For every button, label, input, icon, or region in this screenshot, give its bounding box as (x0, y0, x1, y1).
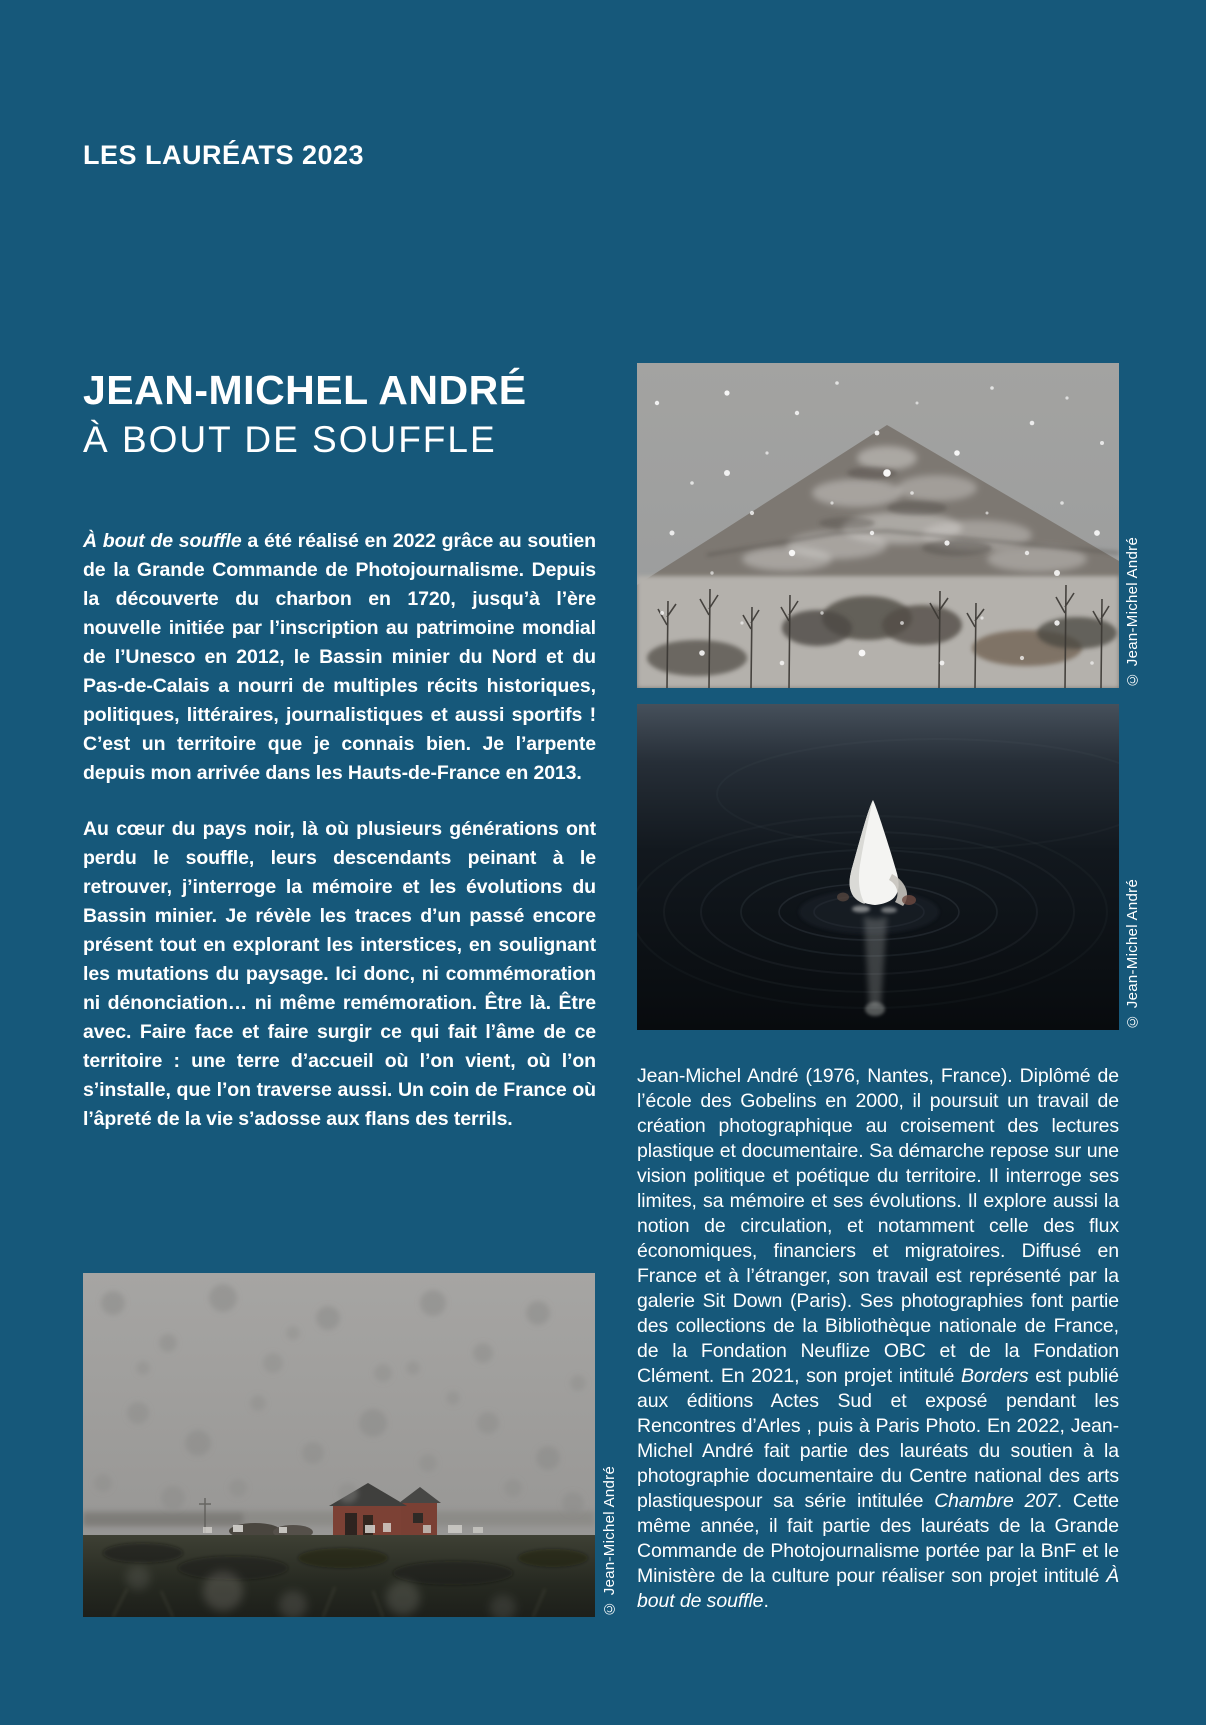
work-title-a-bout-de-souffle: À bout de souffle (637, 1565, 1119, 1612)
statement-paragraph-2: Au cœur du pays noir, là où plusieurs générations ont perdu le souffle, leurs descendants peinant à le retrouver, j’interroge la mémoire et les évolutions du Bassin minier. Je révèle les traces d’un passé encore présent tout en explorant les interstices, en soulignant les mutations du paysage. Ici donc, ni commémoration ni dénonciation… ni même remémoration. Être là. Être avec. Faire face et faire surgir ce qui fait l’âme de ce territoire : une terre d’accueil où l’on vient, où l’on s’installe, que l’on traverse aussi. Un coin de France où l’âpreté de la vie s’adosse aux flans des terrils. (83, 818, 596, 1130)
biography-text: Jean-Michel André (1976, Nantes, France). Diplômé de l’école des Gobelins en 2000, il poursuit un travail de création photographique au croisement des lectures plastique et documentaire. Sa démarche repose sur une vision politique et poétique du territoire. Il interroge ses limites, sa mémoire et ses évolutions. Il explore aussi la notion de circulation, et notamment celle des flux économiques, financiers et migratoires. Diffusé en France et à l’étranger, son travail est représenté par la galerie Sit Down (Paris). Ses photographies font partie des collections de la Bibliothèque nationale de France, de la Fondation Neuflize OBC et de la Fondation Clément. En 2021, son projet intitulé Borders est publié aux éditions Actes Sud et exposé pendant les Rencontres d’Arles , puis à Paris Photo. En 2022, Jean-Michel André fait partie des lauréats du soutien à la photographie documentaire du Centre national des arts plastiquespour sa série intitulée Chambre 207. Cette même année, il fait partie des lauréats de la Grande Commande de Photojournalisme portée par la BnF et le Ministère de la culture pour réaliser son projet intitulé À bout de souffle. (637, 1065, 1119, 1612)
photo-swan-diving (637, 704, 1119, 1030)
statement-paragraph-1: À bout de souffle a été réalisé en 2022 grâce au soutien de la Grande Commande de Photojournalisme. Depuis la découverte du charbon en 1720, jusqu’à l’ère nouvelle initiée par l’inscription au patrimoine mondial de l’Unesco en 2012, le Bassin minier du Nord et du Pas-de-Calais a nourri de multiples récits historiques, politiques, littéraires, journalistiques et aussi sportifs ! C’est un territoire que je connais bien. Je l’arpente depuis mon arrivée dans les Hauts-de-France en 2013. (83, 530, 596, 784)
photo-house-snowstorm (83, 1273, 595, 1617)
laureate-name-title: JEAN-MICHEL ANDRÉ (83, 367, 527, 413)
photo-credit: © Jean-Michel André (1124, 878, 1141, 1030)
photo-house-illustration (83, 1273, 595, 1617)
artist-statement (83, 527, 596, 1161)
photo-terril-snow (637, 363, 1119, 688)
section-heading: LES LAURÉATS 2023 (83, 140, 365, 170)
photo-credit: © Jean-Michel André (1124, 536, 1141, 688)
work-title-chambre-207: Chambre 207 (934, 1490, 1057, 1512)
photo-credit: © Jean-Michel André (601, 1465, 618, 1617)
photo-terril-illustration (637, 363, 1119, 688)
photo-swan-illustration (637, 704, 1119, 1030)
project-title-inline: À bout de souffle (83, 530, 242, 552)
work-title-borders: Borders (960, 1365, 1029, 1387)
project-title: À BOUT DE SOUFFLE (83, 419, 497, 460)
